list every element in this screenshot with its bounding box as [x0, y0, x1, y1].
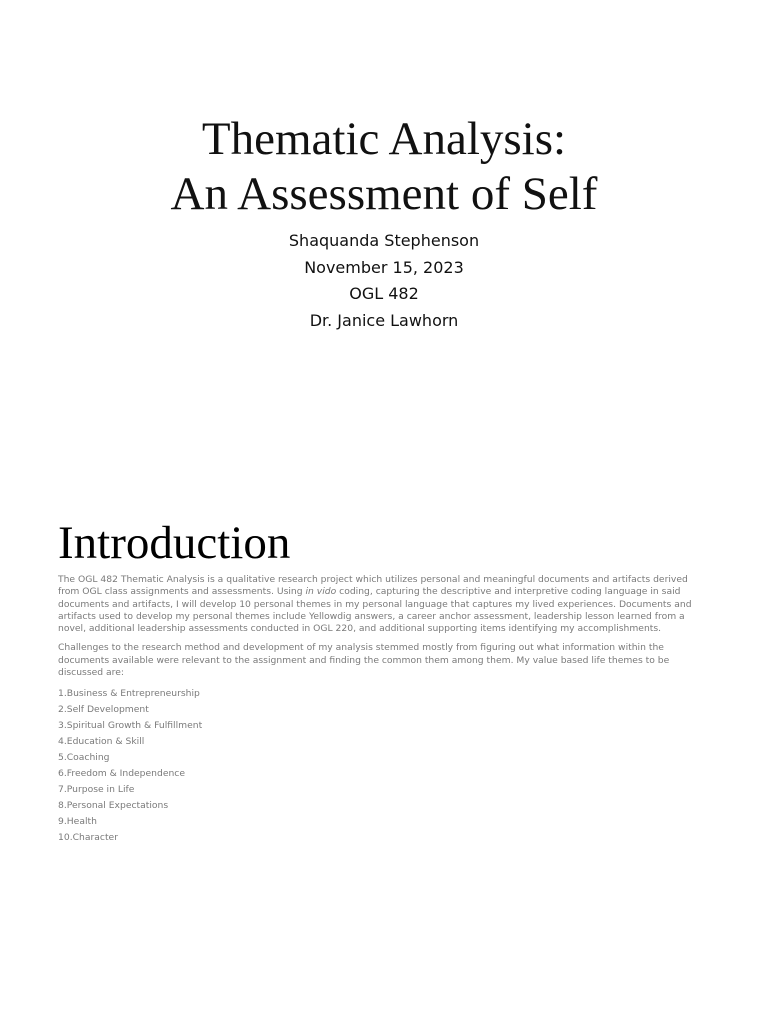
title-meta	[0, 228, 768, 334]
intro-p1-text-start: The OGL 482 Thematic Analysis is a qualitative research project which utilizes personal and meaningful documents and artifacts derived from OGL class assignments and assessments. Using	[58, 574, 688, 598]
theme-item: 7.Purpose in Life	[58, 784, 135, 796]
document-date: November 15, 2023	[304, 257, 464, 277]
introduction-body	[58, 574, 710, 846]
intro-p1-italic-term: in vido	[305, 586, 337, 598]
theme-item: 1.Business & Entrepreneurship	[58, 688, 200, 700]
theme-item: 8.Personal Expectations	[58, 800, 169, 812]
theme-item: 9.Health	[58, 816, 97, 828]
course-code: OGL 482	[349, 284, 419, 303]
theme-item: 6.Freedom & Independence	[58, 768, 186, 780]
intro-paragraph-1	[58, 574, 710, 635]
theme-item: 3.Spiritual Growth & Fulfillment	[58, 720, 203, 732]
section-heading-introduction: Introduction	[58, 517, 291, 569]
document-title	[0, 112, 768, 222]
instructor-name: Dr. Janice Lawhorn	[309, 310, 459, 330]
author-name: Shaquanda Stephenson	[288, 231, 480, 250]
theme-list	[58, 686, 710, 846]
theme-item: 4.Education & Skill	[58, 736, 145, 748]
intro-p1-text-end: coding, capturing the descriptive and interpretive coding language in said documents and artifacts, I will develop 10 personal themes in my personal language that captures my lived experiences. Documents and artifacts used to develop my personal themes include Yellowdig answers, a career anchor assessment, leadership lesson learned from a novel, additional leadership assessments conducted in OGL 220, and additional supporting items identifying my accomplishments.	[58, 586, 692, 635]
title-line-2: An Assessment of Self	[170, 168, 598, 220]
theme-item: 5.Coaching	[58, 752, 110, 764]
theme-item: 2.Self Development	[58, 704, 149, 716]
intro-paragraph-2: Challenges to the research method and development of my analysis stemmed mostly from figuring out what information within the documents available were relevant to the assignment and finding the common them among them. My value based life themes to be discussed are:	[58, 642, 670, 679]
title-line-1: Thematic Analysis:	[201, 113, 567, 165]
theme-item: 10.Character	[58, 832, 118, 844]
